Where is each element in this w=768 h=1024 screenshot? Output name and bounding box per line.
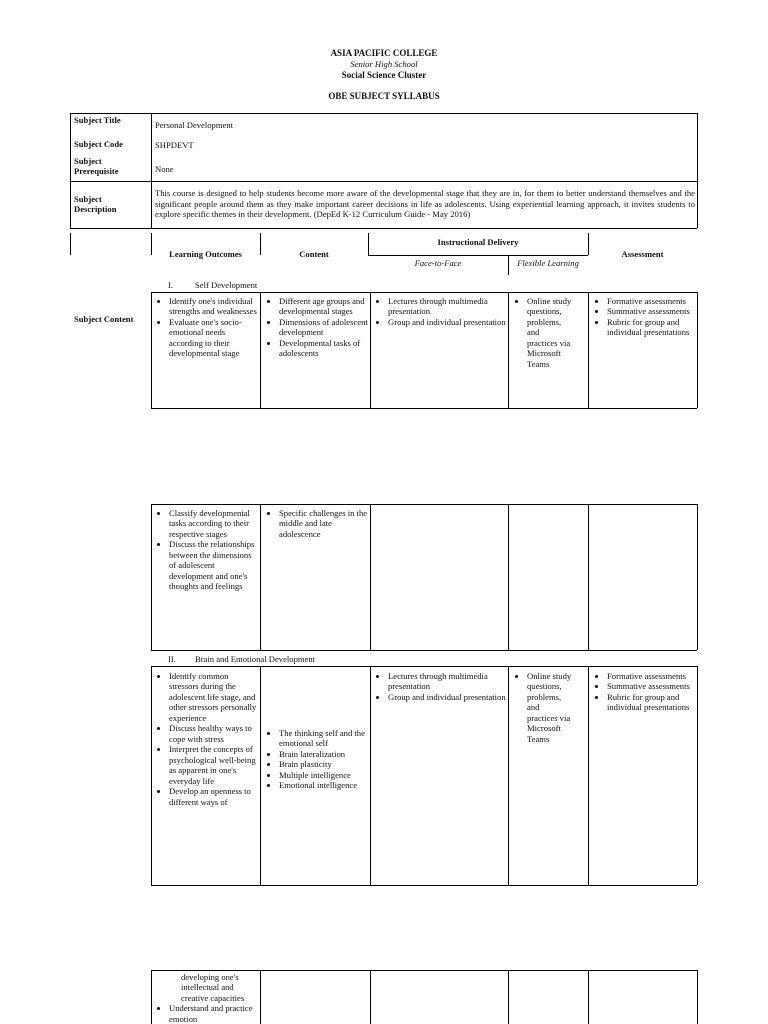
content-item: • The thinking self and the emotional self <box>279 728 368 749</box>
outcome-item: • Develop an openness to different ways of <box>169 786 258 807</box>
subject-prerequisite-value: None <box>155 164 174 174</box>
outcome-item: • Evaluate one's socio-emotional needs according to their developmental stage <box>169 317 258 359</box>
outcome-item: • Identify one's individual strengths and weaknesses <box>169 296 258 317</box>
assessment-item: • Summative assessments <box>607 681 695 691</box>
flexible-item: • Online study questions, problems, and practices via Microsoft Teams <box>527 296 572 369</box>
outcome-item: • Understand and practice emotion <box>169 1003 258 1024</box>
content-cell <box>262 728 368 791</box>
learning-outcomes-header: Learning Outcomes <box>169 249 242 259</box>
content-cell <box>262 296 368 359</box>
outcomes-cell <box>152 972 258 1024</box>
assessment-header: Assessment <box>621 249 664 259</box>
assessment-item: • Formative assessments <box>607 296 695 306</box>
subject-title-label: Subject Title <box>74 115 121 125</box>
flexible-cell <box>510 671 572 744</box>
content-item: • Developmental tasks of adolescents <box>279 338 368 359</box>
outcomes-cell <box>152 296 258 359</box>
subject-code-value: SHPDEVT <box>155 140 194 150</box>
f2f-cell <box>371 671 506 702</box>
subject-prerequisite-label: Subject Prerequisite <box>74 156 119 176</box>
f2f-item: • Group and individual presentation <box>388 317 506 327</box>
section-numeral: II. <box>168 654 176 664</box>
outcome-item: • Discuss the relationships between the dimensions of adolescent development and one's thoughts and feelings <box>169 539 258 591</box>
content-item: • Different age groups and developmental stages <box>279 296 368 317</box>
assessment-item: • Summative assessments <box>607 306 695 316</box>
face-to-face-header: Face-to-Face <box>414 258 462 268</box>
f2f-item: • Lectures through multimedia presentation <box>388 296 506 317</box>
assessment-item: • Formative assessments <box>607 671 695 681</box>
section-numeral: I. <box>168 280 174 290</box>
content-cell <box>262 508 368 539</box>
flexible-learning-header: Flexible Learning <box>517 258 579 268</box>
outcome-item: • Interpret the concepts of psychological well-being as apparent in one's everyday life <box>169 744 258 786</box>
outcomes-cell <box>152 508 258 592</box>
assessment-cell <box>590 671 695 713</box>
content-header: Content <box>299 249 329 259</box>
subject-title-value: Personal Development <box>155 120 234 130</box>
content-item: • Emotional intelligence <box>279 780 368 790</box>
section-title: Brain and Emotional Development <box>195 654 316 664</box>
content-item: • Specific challenges in the middle and late adolescence <box>279 508 368 539</box>
f2f-cell <box>371 296 506 327</box>
cluster-name: Social Science Cluster <box>341 70 427 80</box>
outcome-item: • Identify common stressors during the adolescent life stage, and other stressors personally experience <box>169 671 258 723</box>
outcome-item: • Discuss healthy ways to cope with stress <box>169 723 258 744</box>
document-title: OBE SUBJECT SYLLABUS <box>328 91 440 101</box>
content-item: • Dimensions of adolescent development <box>279 317 368 338</box>
content-item: • Brain plasticity <box>279 759 368 769</box>
subject-code-label: Subject Code <box>74 139 123 149</box>
f2f-item: • Lectures through multimedia presentation <box>388 671 506 692</box>
outcomes-cell <box>152 671 258 807</box>
subject-description-label: Subject Description <box>74 194 117 214</box>
college-name: ASIA PACIFIC COLLEGE <box>330 48 438 58</box>
section-title: Self Development <box>195 280 258 290</box>
content-item: • Multiple intelligence <box>279 770 368 780</box>
subject-description-text: This course is designed to help students become more aware of the developmental stage that they are in, for them to better understand themselves and the significant people around them as they make important career decisions in life as adolescents. Using experiential learning approach, it invites students to explore specific themes in their development. (DepEd K-12 Curriculum Guide - May 2016) <box>155 188 695 220</box>
outcome-continued-text: developing one's intellectual and creative capacities <box>181 972 245 1003</box>
content-item: • Brain lateralization <box>279 749 368 759</box>
outcome-item: • Classify developmental tasks according to their respective stages <box>169 508 258 539</box>
f2f-item: • Group and individual presentation <box>388 692 506 702</box>
subject-content-label: Subject Content <box>74 314 134 324</box>
assessment-item: • Rubric for group and individual presentations <box>607 692 695 713</box>
flexible-item: • Online study questions, problems, and practices via Microsoft Teams <box>527 671 572 744</box>
assessment-item: • Rubric for group and individual presentations <box>607 317 695 338</box>
instructional-delivery-header: Instructional Delivery <box>437 237 519 247</box>
assessment-cell <box>590 296 695 338</box>
flexible-cell <box>510 296 572 369</box>
school-name: Senior High School <box>350 59 418 69</box>
